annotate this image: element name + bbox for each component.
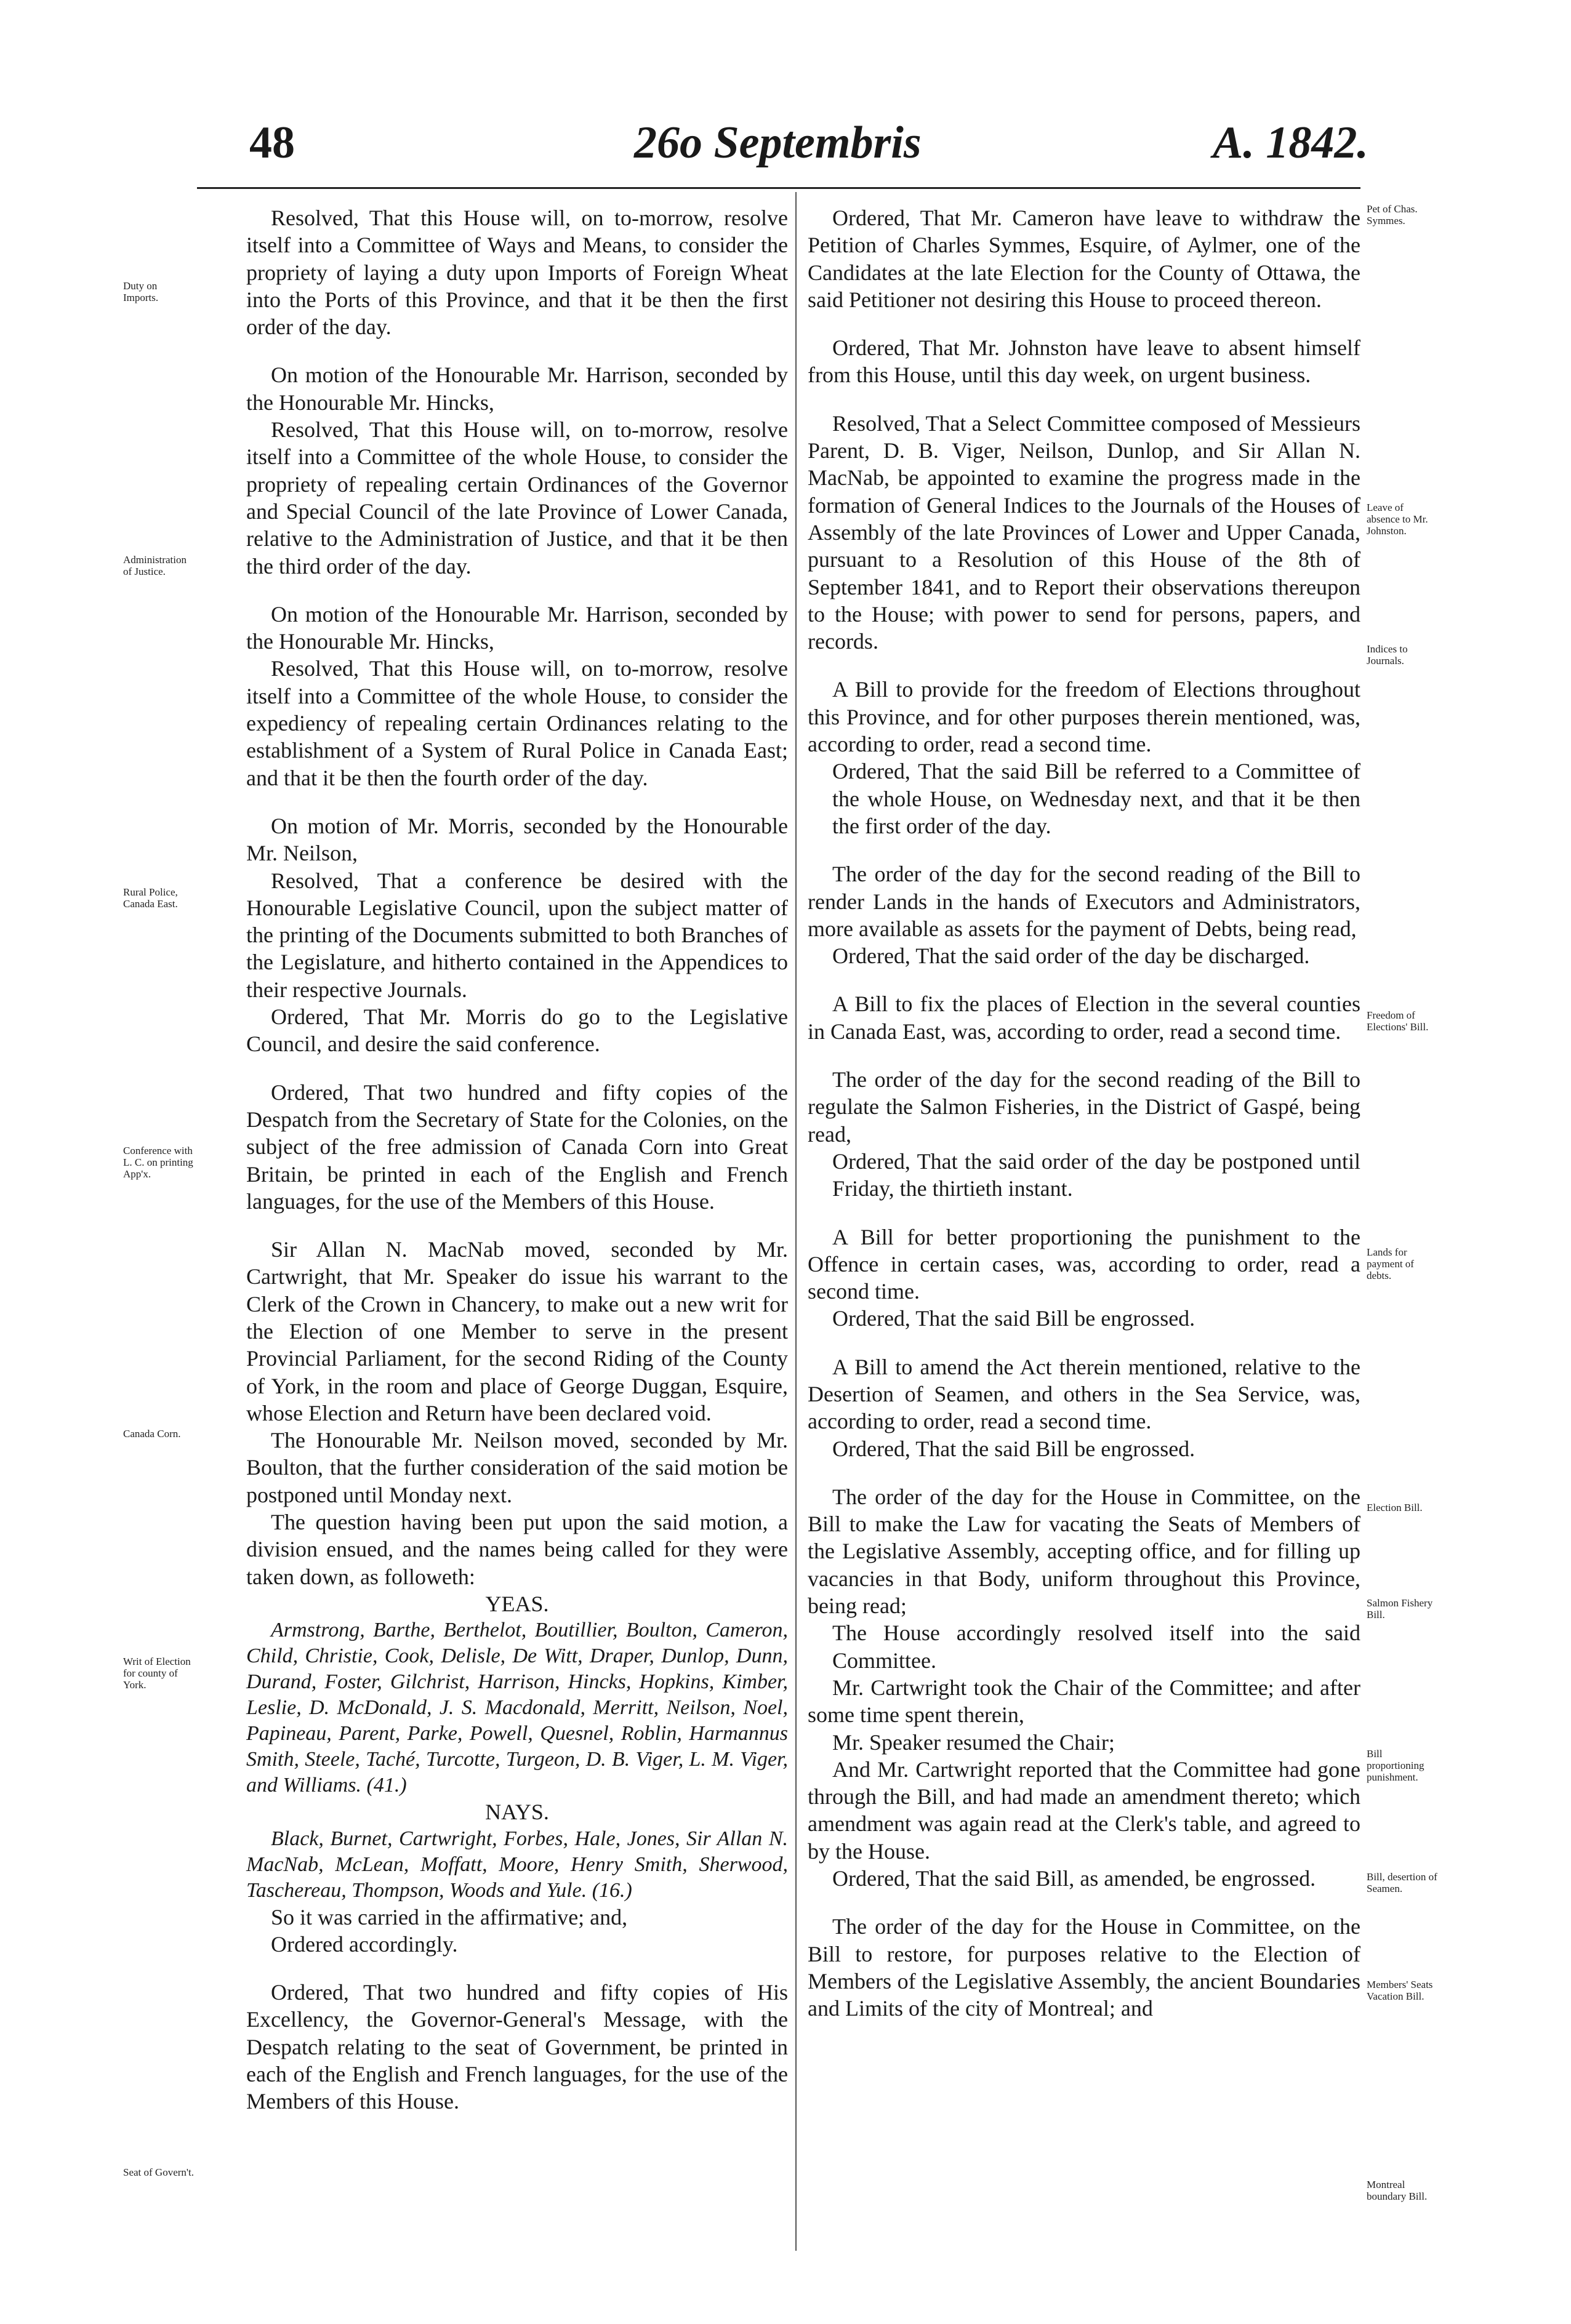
paragraph: So it was carried in the affirmative; and,	[271, 1904, 628, 1929]
page-date: 26o Septembris	[634, 118, 922, 168]
paragraph: Ordered accordingly.	[271, 1931, 458, 1957]
paragraph: Ordered, That the said Bill be engrossed.	[832, 1306, 1195, 1331]
paragraph: Resolved, That a conference be desired with the Honourable Legislative Council, upon the subject matter of the printing of the Documents submitted to both Branches of the Legislature, and hitherto contained in the Appendices to their respective Journals.	[246, 868, 788, 1002]
margin-note: Writ of Election for county of York.	[123, 1656, 191, 1691]
paragraph: Ordered, That Mr. Cameron have leave to withdraw the Petition of Charles Symmes, Esquire, of Aylmer, one of the Candidates at the late Election for the County of Ottawa, the said Petitioner not desiring this House to proceed thereon.	[808, 206, 1360, 312]
paragraph: The order of the day for the second reading of the Bill to render Lands in the hands of Executors and Administrators, more available as assets for the payment of Debts, being read,	[808, 862, 1360, 941]
page-number: 48	[249, 118, 295, 168]
paragraph: The question having been put upon the said motion, a division ensued, and the names being called for they were taken down, as followeth:	[246, 1510, 788, 1589]
margin-note: Duty on Imports.	[123, 280, 159, 303]
paragraph: On motion of the Honourable Mr. Harrison, seconded by the Honourable Mr. Hincks,	[246, 601, 788, 654]
paragraph: Resolved, That this House will, on to-morrow, resolve itself into a Committee of Ways and Means, to consider the propriety of laying a duty upon Imports of Foreign Wheat into the Ports of this Province, and that it be then the first order of the day.	[246, 206, 788, 340]
paragraph: Sir Allan N. MacNab moved, seconded by Mr. Cartwright, that Mr. Speaker do issue his warrant to the Clerk of the Crown in Chancery, to make out a new writ for the Election of one Member to serve in the present Provincial Parliament, for the second Riding of the County of York, in the room and place of George Duggan, Esquire, whose Election and Return have been declared void.	[246, 1237, 788, 1425]
paragraph: Ordered, That the said Bill be referred to a Committee of the whole House, on Wednesday next, and that it be then the first order of the day.	[832, 759, 1360, 838]
paragraph: Ordered, That Mr. Johnston have leave to absent himself from this House, until this day week, on urgent business.	[808, 335, 1360, 388]
paragraph: Ordered, That the said Bill, as amended, be engrossed.	[832, 1866, 1316, 1891]
margin-note: Election Bill.	[1367, 1502, 1423, 1513]
header-rule	[197, 187, 1360, 189]
margin-note: Administration of Justice.	[123, 554, 187, 577]
paragraph: A Bill to provide for the freedom of Elections throughout this Province, and for other purposes therein mentioned, was, according to order, read a second time.	[808, 677, 1360, 757]
paragraph: Resolved, That this House will, on to-morrow, resolve itself into a Committee of the whole House, to consider the propriety of repealing certain Ordinances of the Governor and Special Council of the late Province of Lower Canada, relative to the Administration of Justice, and that it be then the third order of the day.	[246, 417, 788, 579]
margin-note: Freedom of Elections' Bill.	[1367, 1009, 1429, 1033]
page-year: A. 1842.	[1213, 118, 1368, 168]
margin-note: Pet of Chas. Symmes.	[1367, 203, 1418, 226]
paragraph: On motion of Mr. Morris, seconded by the Honourable Mr. Neilson,	[246, 813, 788, 866]
paragraph: The order of the day for the second reading of the Bill to regulate the Salmon Fisheries, in the District of Gaspé, being read,	[808, 1067, 1360, 1147]
paragraph: The House accordingly resolved itself into the said Committee.	[832, 1621, 1360, 1673]
paragraph: YEAS.	[485, 1591, 549, 1616]
paragraph: The order of the day for the House in Committee, on the Bill to restore, for purposes relative to the Election of Members of the Legislative Assembly, the ancient Boundaries and Limits of the city of Montreal; and	[808, 1914, 1360, 2021]
margin-note: Leave of absence to Mr. Johnston.	[1367, 502, 1428, 537]
margin-note: Salmon Fishery Bill.	[1367, 1597, 1433, 1621]
margin-note: Indices to Journals.	[1367, 643, 1408, 667]
margin-note: Rural Police, Canada East.	[123, 886, 178, 910]
margin-note: Bill, desertion of Seamen.	[1367, 1871, 1437, 1894]
margin-note: Seat of Govern't.	[123, 2166, 194, 2178]
margin-note: Canada Corn.	[123, 1428, 181, 1440]
paragraph: Ordered, That the said order of the day be postponed until Friday, the thirtieth instant.	[832, 1148, 1360, 1201]
paragraph: Ordered, That the said order of the day be discharged.	[832, 944, 1310, 969]
left-column	[246, 204, 788, 2115]
paragraph: Ordered, That two hundred and fifty copies of His Excellency, the Governor-General's Message, with the Despatch relating to the seat of Government, be printed in each of the English and French languages, for the use of the Members of this House.	[246, 1980, 788, 2114]
paragraph: On motion of the Honourable Mr. Harrison, seconded by the Honourable Mr. Hincks,	[246, 363, 788, 415]
margin-note: Members' Seats Vacation Bill.	[1367, 1979, 1433, 2002]
paragraph: A Bill to amend the Act therein mentioned, relative to the Desertion of Seamen, and others in the Sea Service, was, according to order, read a second time.	[808, 1354, 1360, 1434]
margin-note: Lands for payment of debts.	[1367, 1246, 1414, 1281]
margin-note: Montreal boundary Bill.	[1367, 2179, 1428, 2202]
paragraph: Mr. Cartwright took the Chair of the Committee; and after some time spent therein,	[808, 1675, 1360, 1728]
paragraph: And Mr. Cartwright reported that the Committee had gone through the Bill, and had made an amendment thereto; which amendment was again read at the Clerk's table, and agreed to by the House.	[808, 1757, 1360, 1864]
paragraph: Resolved, That this House will, on to-morrow, resolve itself into a Committee of the whole House, to consider the expediency of repealing certain Ordinances relating to the establishment of a System of Rural Police in Canada East; and that it be then the fourth order of the day.	[246, 656, 788, 790]
paragraph: Armstrong, Barthe, Berthelot, Boutillier, Boulton, Cameron, Child, Christie, Cook, Delisle, De Witt, Draper, Dunlop, Dunn, Durand, Foster, Gilchrist, Harrison, Hincks, Hopkins, Kimber, Leslie, D. McDonald, J. S. Macdonald, Merritt, Neilson, Noel, Papineau, Parent, Parke, Powell, Quesnel, Roblin, Harmannus Smith, Steele, Taché, Turcotte, Turgeon, D. B. Viger, L. M. Viger, and Williams. (41.)	[246, 1619, 788, 1797]
paragraph: Ordered, That Mr. Morris do go to the Legislative Council, and desire the said conference.	[246, 1004, 788, 1057]
paragraph: A Bill to fix the places of Election in the several counties in Canada East, was, according to order, read a second time.	[808, 992, 1360, 1044]
paragraph: Ordered, That two hundred and fifty copies of the Despatch from the Secretary of State for the Colonies, on the subject of the free admission of Canada Corn into Great Britain, be printed in each of the English and French languages, for the use of the Members of this House.	[246, 1080, 788, 1214]
paragraph: Mr. Speaker resumed the Chair;	[832, 1729, 1115, 1755]
page-header	[0, 117, 1571, 185]
paragraph: Resolved, That a Select Committee composed of Messieurs Parent, D. B. Viger, Neilson, Dunlop, and Sir Allan N. MacNab, be appointed to examine the progress made in the formation of General Indices to the Journals of the Houses of Assembly of the late Provinces of Lower and Upper Canada, pursuant to a Resolution of this House of the 8th of September 1841, and to Report their observations thereupon to the House; with power to send for persons, papers, and records.	[808, 411, 1360, 654]
margin-note: Conference with L. C. on printing App'x.	[123, 1145, 193, 1180]
paragraph: Ordered, That the said Bill be engrossed.	[832, 1436, 1195, 1461]
paragraph: NAYS.	[485, 1800, 549, 1825]
paragraph: The Honourable Mr. Neilson moved, seconded by Mr. Boulton, that the further consideration of the said motion be postponed until Monday next.	[246, 1428, 788, 1507]
paragraph: The order of the day for the House in Committee, on the Bill to make the Law for vacating the Seats of Members of the Legislative Assembly, accepting office, and for filling up vacancies in that Body, uniform throughout this Province, being read;	[808, 1484, 1360, 1619]
paragraph: A Bill for better proportioning the punishment to the Offence in certain cases, was, according to order, read a second time.	[808, 1224, 1360, 1304]
right-column	[808, 204, 1360, 2022]
margin-note: Bill proportioning punishment.	[1367, 1748, 1424, 1783]
column-divider	[795, 192, 797, 2251]
paragraph: Black, Burnet, Cartwright, Forbes, Hale, Jones, Sir Allan N. MacNab, McLean, Moffatt, Moore, Henry Smith, Sherwood, Taschereau, Thompson, Woods and Yule. (16.)	[246, 1827, 788, 1902]
